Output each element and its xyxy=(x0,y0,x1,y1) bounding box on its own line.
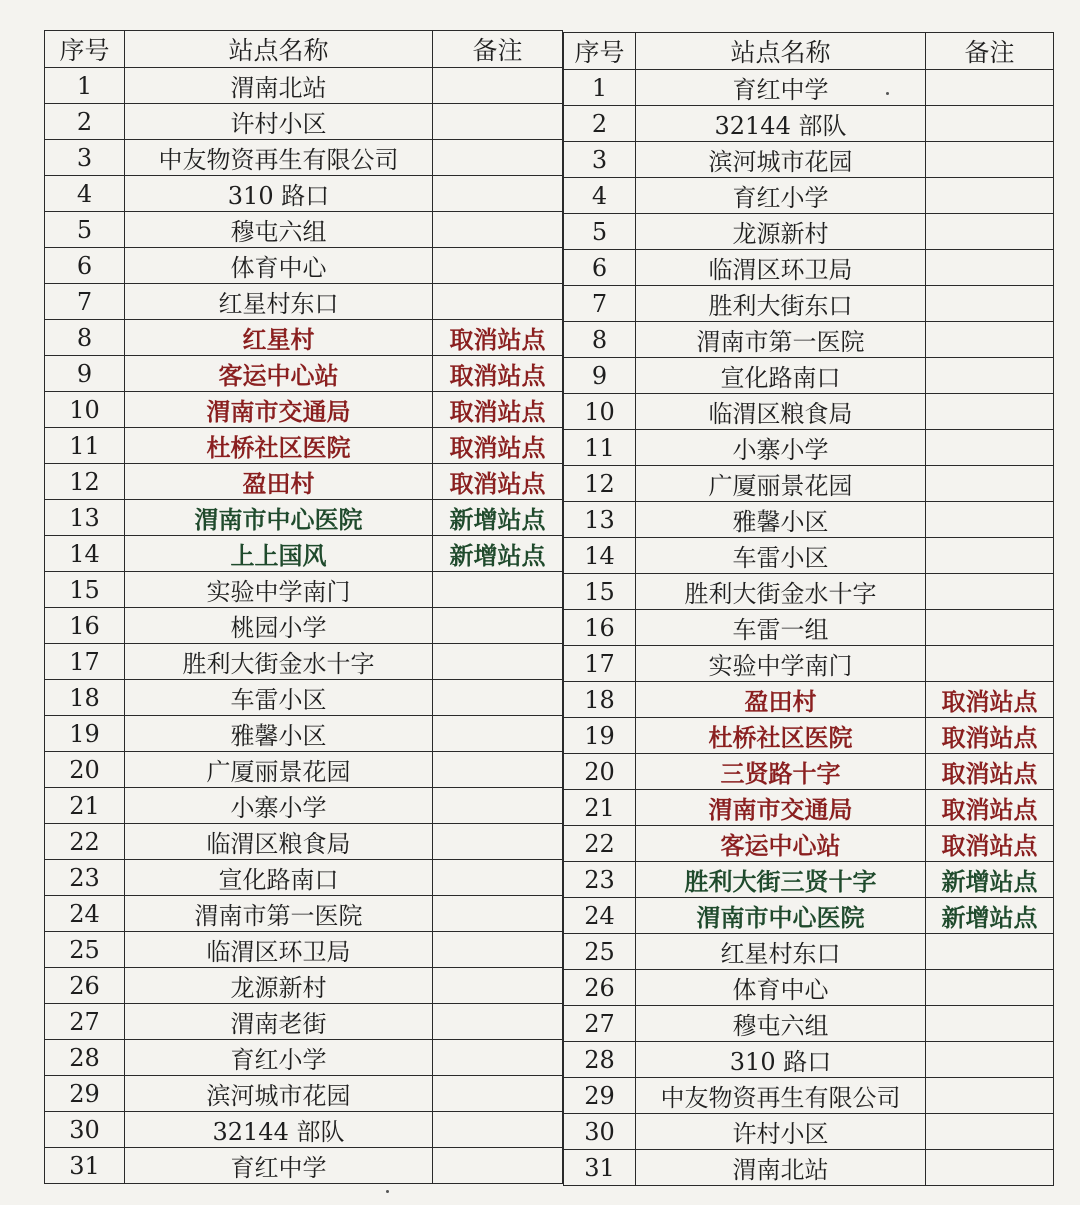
stop-note xyxy=(433,788,563,824)
table-row xyxy=(45,1148,563,1184)
stop-seq: 22 xyxy=(564,826,636,862)
stop-seq: 10 xyxy=(45,392,125,428)
stop-seq: 27 xyxy=(564,1006,636,1042)
stop-note xyxy=(926,394,1054,430)
stop-note: 新增站点 xyxy=(433,500,563,536)
stop-name: 红星村 xyxy=(125,320,433,356)
stop-name: 胜利大街金水十字 xyxy=(125,644,433,680)
stop-name: 胜利大街金水十字 xyxy=(636,574,926,610)
stop-seq: 1 xyxy=(45,68,125,104)
stop-seq: 10 xyxy=(564,394,636,430)
stop-name: 渭南老街 xyxy=(125,1004,433,1040)
stop-name: 310 路口 xyxy=(125,176,433,212)
table-row xyxy=(564,826,1054,862)
stop-name: 滨河城市花园 xyxy=(636,142,926,178)
stop-seq: 24 xyxy=(45,896,125,932)
left-stop-table xyxy=(44,30,563,1184)
stop-name: 杜桥社区医院 xyxy=(636,718,926,754)
stop-name: 渭南北站 xyxy=(636,1150,926,1186)
stop-name: 渭南市交通局 xyxy=(636,790,926,826)
stop-name: 育红小学 xyxy=(125,1040,433,1076)
stop-note: 取消站点 xyxy=(926,754,1054,790)
stop-seq: 7 xyxy=(564,286,636,322)
stop-seq: 31 xyxy=(564,1150,636,1186)
stop-note xyxy=(433,824,563,860)
stop-seq: 29 xyxy=(564,1078,636,1114)
stop-note xyxy=(433,284,563,320)
table-row xyxy=(564,898,1054,934)
table-row xyxy=(45,536,563,572)
stop-seq: 23 xyxy=(45,860,125,896)
left-stop-rows xyxy=(45,68,563,1184)
table-row xyxy=(564,754,1054,790)
stop-note xyxy=(433,212,563,248)
table-row xyxy=(45,212,563,248)
stop-note xyxy=(433,752,563,788)
stop-seq: 3 xyxy=(564,142,636,178)
stop-note xyxy=(926,970,1054,1006)
stop-note xyxy=(433,1148,563,1184)
stop-seq: 1 xyxy=(564,70,636,106)
stop-seq: 16 xyxy=(45,608,125,644)
stop-note xyxy=(433,176,563,212)
table-row xyxy=(564,178,1054,214)
stop-seq: 4 xyxy=(564,178,636,214)
stop-name: 广厦丽景花园 xyxy=(125,752,433,788)
stop-note: 取消站点 xyxy=(926,790,1054,826)
stop-note xyxy=(433,1112,563,1148)
table-row xyxy=(45,1076,563,1112)
stop-note xyxy=(926,70,1054,106)
stop-name: 许村小区 xyxy=(636,1114,926,1150)
stop-seq: 2 xyxy=(564,106,636,142)
stop-note xyxy=(926,142,1054,178)
table-row xyxy=(45,140,563,176)
stop-seq: 6 xyxy=(45,248,125,284)
stop-name: 龙源新村 xyxy=(636,214,926,250)
stop-note xyxy=(433,1004,563,1040)
stop-name: 三贤路十字 xyxy=(636,754,926,790)
stop-seq: 24 xyxy=(564,898,636,934)
stop-seq: 14 xyxy=(564,538,636,574)
stop-note xyxy=(433,572,563,608)
stop-name: 32144 部队 xyxy=(636,106,926,142)
stop-note xyxy=(926,1078,1054,1114)
table-row xyxy=(45,1004,563,1040)
stop-note: 取消站点 xyxy=(926,682,1054,718)
stop-note xyxy=(926,286,1054,322)
stop-note xyxy=(433,1076,563,1112)
stop-note xyxy=(926,610,1054,646)
stop-note: 取消站点 xyxy=(433,464,563,500)
stop-note xyxy=(433,644,563,680)
stop-name: 雅馨小区 xyxy=(636,502,926,538)
stop-note: 取消站点 xyxy=(926,826,1054,862)
stop-seq: 22 xyxy=(45,824,125,860)
table-row xyxy=(564,322,1054,358)
stop-note xyxy=(926,322,1054,358)
stop-note: 取消站点 xyxy=(433,428,563,464)
stop-note: 取消站点 xyxy=(926,718,1054,754)
right-stop-rows xyxy=(564,70,1054,1186)
stop-name: 车雷小区 xyxy=(636,538,926,574)
stop-note xyxy=(433,968,563,1004)
table-row xyxy=(45,968,563,1004)
stop-note: 新增站点 xyxy=(926,862,1054,898)
stop-seq: 6 xyxy=(564,250,636,286)
table-row xyxy=(564,250,1054,286)
table-row xyxy=(45,1040,563,1076)
stop-seq: 12 xyxy=(45,464,125,500)
stop-note xyxy=(926,646,1054,682)
stop-note: 取消站点 xyxy=(433,392,563,428)
stop-note: 新增站点 xyxy=(433,536,563,572)
stop-note xyxy=(926,574,1054,610)
stop-name: 中友物资再生有限公司 xyxy=(125,140,433,176)
stop-seq: 13 xyxy=(564,502,636,538)
stop-name: 穆屯六组 xyxy=(125,212,433,248)
stop-seq: 18 xyxy=(45,680,125,716)
stop-name: 渭南市第一医院 xyxy=(125,896,433,932)
table-row xyxy=(45,428,563,464)
stop-note xyxy=(926,430,1054,466)
stop-note: 取消站点 xyxy=(433,356,563,392)
table-row xyxy=(564,466,1054,502)
table-row xyxy=(45,572,563,608)
stop-name: 临渭区粮食局 xyxy=(636,394,926,430)
stop-name: 临渭区环卫局 xyxy=(636,250,926,286)
stop-name: 龙源新村 xyxy=(125,968,433,1004)
table-row xyxy=(564,502,1054,538)
stop-name: 临渭区粮食局 xyxy=(125,824,433,860)
stop-name: 体育中心 xyxy=(125,248,433,284)
stop-name: 宣化路南口 xyxy=(636,358,926,394)
header-name: 站点名称 xyxy=(125,31,433,68)
stop-note xyxy=(926,1006,1054,1042)
stop-note xyxy=(433,1040,563,1076)
stop-note xyxy=(926,934,1054,970)
stop-seq: 15 xyxy=(564,574,636,610)
stop-note xyxy=(926,1114,1054,1150)
stop-name: 实验中学南门 xyxy=(125,572,433,608)
stop-note xyxy=(433,860,563,896)
table-row xyxy=(564,286,1054,322)
table-row xyxy=(45,176,563,212)
table-row xyxy=(564,790,1054,826)
stop-note: 新增站点 xyxy=(926,898,1054,934)
stop-seq: 7 xyxy=(45,284,125,320)
stop-seq: 25 xyxy=(564,934,636,970)
stop-note: 取消站点 xyxy=(433,320,563,356)
stop-name: 小寨小学 xyxy=(636,430,926,466)
table-row xyxy=(564,574,1054,610)
stop-name: 雅馨小区 xyxy=(125,716,433,752)
table-row xyxy=(45,320,563,356)
header-row xyxy=(564,33,1054,70)
stop-name: 广厦丽景花园 xyxy=(636,466,926,502)
stop-seq: 23 xyxy=(564,862,636,898)
stop-note xyxy=(926,466,1054,502)
stop-name: 胜利大街三贤十字 xyxy=(636,862,926,898)
stop-name: 桃园小学 xyxy=(125,608,433,644)
stop-seq: 3 xyxy=(45,140,125,176)
stop-seq: 21 xyxy=(564,790,636,826)
stop-name: 客运中心站 xyxy=(636,826,926,862)
route-stop-sheet xyxy=(44,28,1054,1186)
stop-name: 红星村东口 xyxy=(636,934,926,970)
table-row xyxy=(45,788,563,824)
table-row xyxy=(45,104,563,140)
stop-name: 育红中学 xyxy=(636,70,926,106)
stop-name: 穆屯六组 xyxy=(636,1006,926,1042)
stop-note xyxy=(926,1150,1054,1186)
header-name: 站点名称 xyxy=(636,33,926,70)
table-row xyxy=(45,932,563,968)
stop-seq: 19 xyxy=(564,718,636,754)
stop-name: 滨河城市花园 xyxy=(125,1076,433,1112)
stop-seq: 19 xyxy=(45,716,125,752)
stop-name: 32144 部队 xyxy=(125,1112,433,1148)
stop-seq: 30 xyxy=(564,1114,636,1150)
table-row xyxy=(564,1150,1054,1186)
header-note: 备注 xyxy=(926,33,1054,70)
stop-seq: 5 xyxy=(564,214,636,250)
stop-seq: 17 xyxy=(564,646,636,682)
stop-note xyxy=(926,106,1054,142)
table-row xyxy=(45,248,563,284)
stop-note xyxy=(926,178,1054,214)
stop-note xyxy=(926,250,1054,286)
stop-note xyxy=(926,358,1054,394)
stop-note xyxy=(926,538,1054,574)
stop-seq: 16 xyxy=(564,610,636,646)
table-row xyxy=(564,394,1054,430)
stop-seq: 20 xyxy=(564,754,636,790)
stop-seq: 31 xyxy=(45,1148,125,1184)
scan-speck xyxy=(386,1190,389,1193)
table-row xyxy=(564,106,1054,142)
stop-seq: 2 xyxy=(45,104,125,140)
stop-seq: 28 xyxy=(45,1040,125,1076)
header-row xyxy=(45,31,563,68)
table-row xyxy=(564,610,1054,646)
table-row xyxy=(45,752,563,788)
right-stop-table xyxy=(563,32,1054,1186)
stop-name: 上上国风 xyxy=(125,536,433,572)
stop-seq: 4 xyxy=(45,176,125,212)
stop-seq: 20 xyxy=(45,752,125,788)
stop-seq: 5 xyxy=(45,212,125,248)
stop-name: 渭南北站 xyxy=(125,68,433,104)
table-row xyxy=(45,392,563,428)
stop-name: 体育中心 xyxy=(636,970,926,1006)
table-row xyxy=(564,934,1054,970)
stop-seq: 30 xyxy=(45,1112,125,1148)
stop-note xyxy=(433,140,563,176)
table-row xyxy=(45,680,563,716)
table-row xyxy=(564,430,1054,466)
stop-name: 中友物资再生有限公司 xyxy=(636,1078,926,1114)
table-row xyxy=(564,70,1054,106)
stop-seq: 21 xyxy=(45,788,125,824)
table-row xyxy=(564,718,1054,754)
header-seq: 序号 xyxy=(564,33,636,70)
stop-note xyxy=(433,608,563,644)
stop-note xyxy=(433,896,563,932)
stop-seq: 15 xyxy=(45,572,125,608)
stop-seq: 28 xyxy=(564,1042,636,1078)
stop-name: 渭南市中心医院 xyxy=(125,500,433,536)
stop-seq: 26 xyxy=(564,970,636,1006)
stop-note xyxy=(433,716,563,752)
table-row xyxy=(45,1112,563,1148)
stop-seq: 9 xyxy=(45,356,125,392)
table-row xyxy=(45,824,563,860)
stop-seq: 11 xyxy=(45,428,125,464)
table-row xyxy=(564,1078,1054,1114)
stop-name: 红星村东口 xyxy=(125,284,433,320)
stop-seq: 12 xyxy=(564,466,636,502)
stop-name: 杜桥社区医院 xyxy=(125,428,433,464)
table-row xyxy=(564,1042,1054,1078)
stop-name: 许村小区 xyxy=(125,104,433,140)
table-row xyxy=(45,608,563,644)
stop-note xyxy=(926,1042,1054,1078)
stop-seq: 11 xyxy=(564,430,636,466)
table-row xyxy=(45,860,563,896)
table-row xyxy=(564,214,1054,250)
stop-name: 胜利大街东口 xyxy=(636,286,926,322)
table-row xyxy=(564,1114,1054,1150)
stop-note xyxy=(433,932,563,968)
stop-name: 育红中学 xyxy=(125,1148,433,1184)
stop-note xyxy=(433,248,563,284)
stop-seq: 29 xyxy=(45,1076,125,1112)
table-row xyxy=(564,538,1054,574)
table-row xyxy=(45,644,563,680)
stop-name: 客运中心站 xyxy=(125,356,433,392)
stop-name: 盈田村 xyxy=(125,464,433,500)
table-row xyxy=(564,646,1054,682)
header-seq: 序号 xyxy=(45,31,125,68)
scan-speck xyxy=(886,92,889,95)
table-row xyxy=(564,1006,1054,1042)
stop-name: 小寨小学 xyxy=(125,788,433,824)
stop-seq: 27 xyxy=(45,1004,125,1040)
table-row xyxy=(564,970,1054,1006)
table-row xyxy=(45,68,563,104)
stop-name: 盈田村 xyxy=(636,682,926,718)
table-row xyxy=(45,896,563,932)
stop-name: 宣化路南口 xyxy=(125,860,433,896)
stop-note xyxy=(433,104,563,140)
stop-name: 渭南市第一医院 xyxy=(636,322,926,358)
stop-name: 育红小学 xyxy=(636,178,926,214)
stop-seq: 25 xyxy=(45,932,125,968)
stop-name: 实验中学南门 xyxy=(636,646,926,682)
table-row xyxy=(564,862,1054,898)
stop-name: 临渭区环卫局 xyxy=(125,932,433,968)
table-row xyxy=(45,716,563,752)
stop-seq: 17 xyxy=(45,644,125,680)
stop-seq: 26 xyxy=(45,968,125,1004)
stop-seq: 14 xyxy=(45,536,125,572)
stop-name: 310 路口 xyxy=(636,1042,926,1078)
table-row xyxy=(564,682,1054,718)
table-row xyxy=(45,356,563,392)
stop-note xyxy=(926,502,1054,538)
table-row xyxy=(45,284,563,320)
stop-seq: 8 xyxy=(45,320,125,356)
stop-name: 渭南市中心医院 xyxy=(636,898,926,934)
stop-name: 车雷一组 xyxy=(636,610,926,646)
stop-seq: 18 xyxy=(564,682,636,718)
table-row xyxy=(45,464,563,500)
header-note: 备注 xyxy=(433,31,563,68)
stop-seq: 13 xyxy=(45,500,125,536)
stop-name: 渭南市交通局 xyxy=(125,392,433,428)
stop-note xyxy=(433,68,563,104)
table-row xyxy=(45,500,563,536)
stop-note xyxy=(433,680,563,716)
stop-seq: 8 xyxy=(564,322,636,358)
stop-name: 车雷小区 xyxy=(125,680,433,716)
table-row xyxy=(564,142,1054,178)
stop-seq: 9 xyxy=(564,358,636,394)
stop-note xyxy=(926,214,1054,250)
table-row xyxy=(564,358,1054,394)
